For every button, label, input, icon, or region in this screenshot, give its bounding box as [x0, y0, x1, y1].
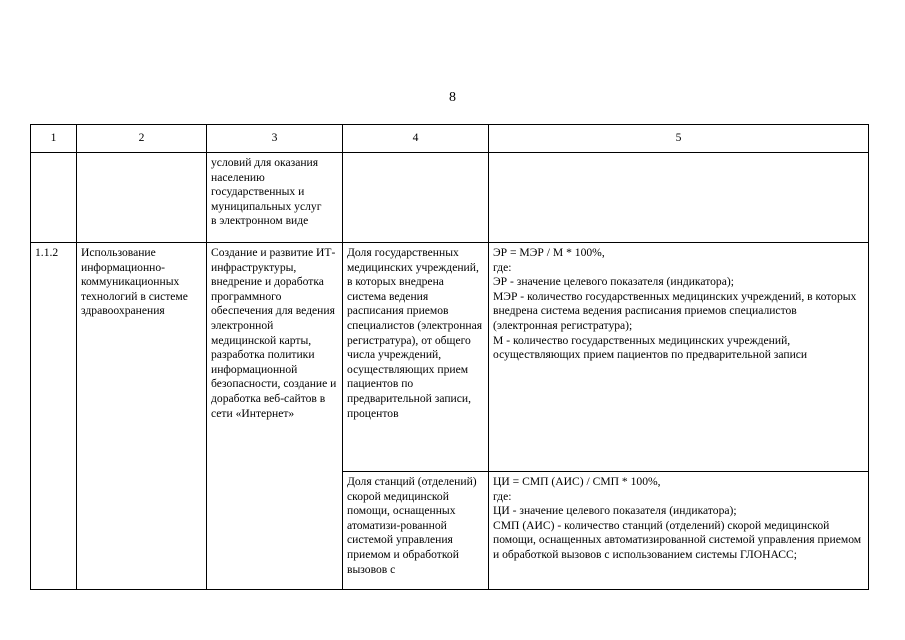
activity-cell: условий для оказания населению государственных и муниципальных услуг в электронном виде	[207, 153, 343, 243]
header-cell: 5	[489, 125, 869, 153]
table-row	[31, 243, 869, 472]
activity-cell: Создание и развитие ИТ-инфраструктуры, внедрение и доработка программного обеспечения для ведения электронной медицинской карты, разработка политики информационной безопасности, создание и доработка веб-сайтов в сети «Интернет»	[207, 243, 343, 590]
page-number: 8	[449, 90, 456, 105]
indicator-cell	[343, 472, 489, 590]
header-cell: 1	[31, 125, 77, 153]
header-cell: 2	[77, 125, 207, 153]
row-number-cell: 1.1.2	[31, 243, 77, 590]
table-header-row	[31, 125, 869, 153]
header-cell: 4	[343, 125, 489, 153]
formula-text: ЦИ = СМП (АИС) / СМП * 100%, где: ЦИ - значение целевого показателя (индикатора); СМП (АИС) - количество станций (отделений) скорой медицинской помощи, оснащенных автоматизированной системой управления приемом и обработкой вызовов с использованием системы ГЛОНАСС;	[493, 475, 862, 561]
table-row	[31, 153, 869, 243]
header-cell: 3	[207, 125, 343, 153]
formula-cell: ЭР = МЭР / М * 100%, где: ЭР - значение целевого показателя (индикатора); МЭР - количество государственных медицинских учреждений, в которых внедрена система ведения расписания приемов специалистов (электронная регистратура); М - количество государственных медицинских учреждений, осуществляющих прием пациентов по предварительной записи	[489, 243, 869, 472]
formula-cell	[489, 153, 869, 243]
indicators-table	[30, 124, 869, 590]
indicator-cell: Доля государственных медицинских учреждений, в которых внедрена система ведения расписания приемов специалистов (электронная регистратура), от общего числа учреждений, осуществляющих прием пациентов по предварительной записи, процентов	[343, 243, 489, 472]
row-number-cell	[31, 153, 77, 243]
indicator-text: Доля станций (отделений) скорой медицинской помощи, оснащенных атоматизи-рованной системой управления приемом и обработкой вызовов с	[347, 475, 477, 576]
task-cell: Использование информационно-коммуникационных технологий в системе здравоохранения	[77, 243, 207, 590]
indicator-cell	[343, 153, 489, 243]
task-cell	[77, 153, 207, 243]
formula-cell	[489, 472, 869, 590]
